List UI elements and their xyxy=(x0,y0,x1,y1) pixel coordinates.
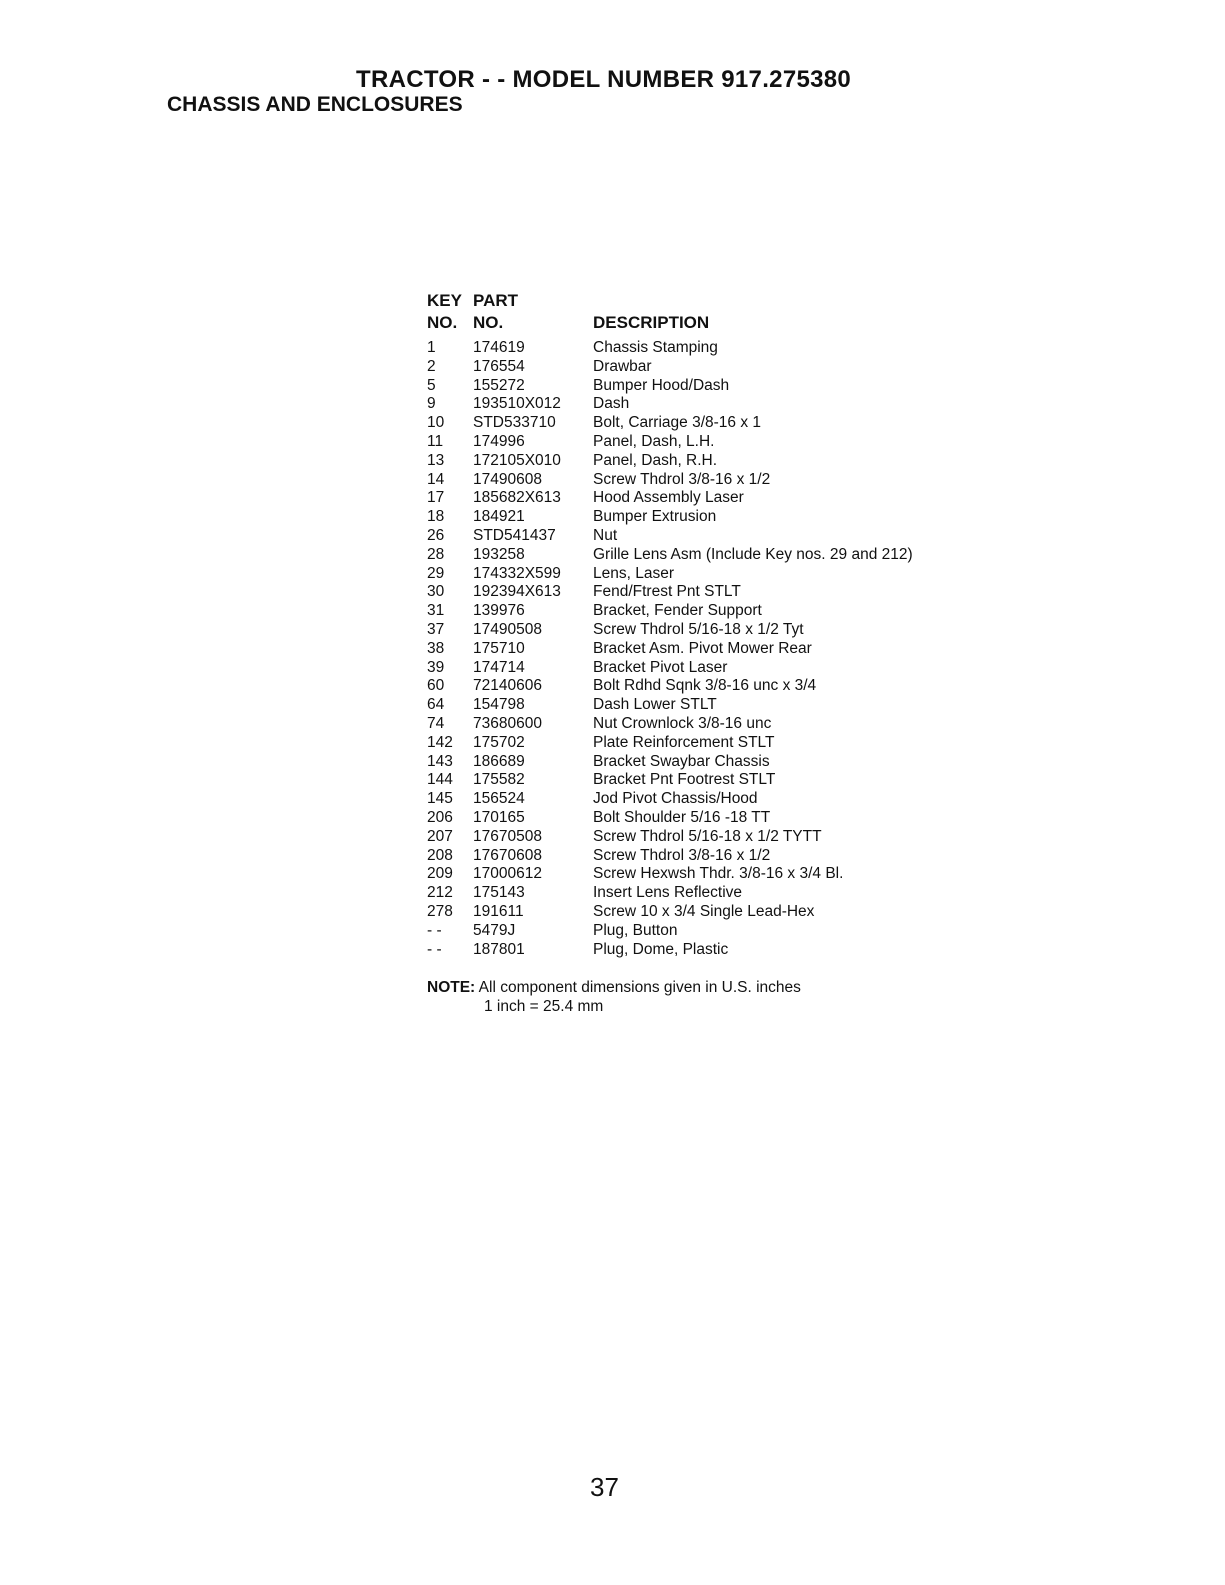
table-row xyxy=(427,922,987,941)
row-description: Panel, Dash, L.H. xyxy=(593,432,715,450)
row-part-number: 193258 xyxy=(473,545,525,563)
row-key: 1 xyxy=(427,339,436,356)
row-key: 18 xyxy=(427,508,445,526)
row-part-number: 175143 xyxy=(473,884,525,902)
row-description: Screw Thdrol 5/16-18 x 1/2 Tyt xyxy=(593,620,804,638)
row-description: Dash xyxy=(593,395,630,413)
table-row xyxy=(427,903,987,922)
row-key: 38 xyxy=(427,639,445,657)
row-key: 5 xyxy=(427,376,436,394)
row-key: 144 xyxy=(427,771,453,789)
row-key: 39 xyxy=(427,658,445,676)
row-key: 2 xyxy=(427,357,436,375)
parts-table-body xyxy=(427,339,987,959)
row-part-number: 139976 xyxy=(473,602,525,620)
header-key-line1: KEY xyxy=(427,291,462,310)
header-part-line2: NO. xyxy=(473,313,504,332)
table-row xyxy=(427,941,987,960)
table-row xyxy=(427,828,987,847)
table-row xyxy=(427,715,987,734)
row-part-number: 193510X012 xyxy=(473,395,561,413)
table-row xyxy=(427,471,987,490)
row-key: 74 xyxy=(427,714,445,732)
row-description: Bumper Hood/Dash xyxy=(593,376,730,394)
row-key: 64 xyxy=(427,696,445,714)
row-key: 143 xyxy=(427,752,453,770)
row-key: 31 xyxy=(427,602,445,620)
table-row xyxy=(427,753,987,772)
row-part-number: 175582 xyxy=(473,771,525,789)
row-part-number: 156524 xyxy=(473,790,525,808)
table-row xyxy=(427,508,987,527)
row-key: 26 xyxy=(427,526,445,544)
row-key: 10 xyxy=(427,414,445,432)
row-description: Bracket, Fender Support xyxy=(593,602,762,620)
row-description: Bumper Extrusion xyxy=(593,508,717,526)
table-row xyxy=(427,677,987,696)
table-row xyxy=(427,546,987,565)
row-description: Screw Thdrol 5/16-18 x 1/2 TYTT xyxy=(593,827,822,845)
table-row xyxy=(427,414,987,433)
row-description: Screw Thdrol 3/8-16 x 1/2 xyxy=(593,470,771,488)
table-row xyxy=(427,452,987,471)
row-description: Bolt Shoulder 5/16 -18 TT xyxy=(593,808,771,826)
table-row xyxy=(427,847,987,866)
section-subtitle: CHASSIS AND ENCLOSURES xyxy=(167,93,463,116)
row-description: Screw Hexwsh Thdr. 3/8-16 x 3/4 Bl. xyxy=(593,865,844,883)
row-part-number: 187801 xyxy=(473,940,525,958)
row-part-number: 17670608 xyxy=(473,846,542,864)
table-row xyxy=(427,583,987,602)
row-description: Insert Lens Reflective xyxy=(593,884,743,902)
row-description: Bracket Pnt Footrest STLT xyxy=(593,771,776,789)
note-label: NOTE: xyxy=(427,979,476,996)
row-part-number: 192394X613 xyxy=(473,583,561,601)
table-row xyxy=(427,865,987,884)
row-key: - - xyxy=(427,940,442,958)
row-description: Grille Lens Asm (Include Key nos. 29 and 212) xyxy=(593,545,913,563)
table-row xyxy=(427,809,987,828)
row-key: 14 xyxy=(427,470,445,488)
row-description: Bracket Asm. Pivot Mower Rear xyxy=(593,639,812,657)
row-description: Plug, Button xyxy=(593,921,678,939)
table-row xyxy=(427,771,987,790)
row-key: 209 xyxy=(427,865,453,883)
row-part-number: 17000612 xyxy=(473,865,542,883)
row-part-number: 17490508 xyxy=(473,620,542,638)
row-part-number: 17490608 xyxy=(473,470,542,488)
note-line2: 1 inch = 25.4 mm xyxy=(484,998,604,1015)
page-number: 37 xyxy=(590,1472,619,1502)
row-key: 28 xyxy=(427,545,445,563)
row-description: Nut xyxy=(593,526,618,544)
table-row xyxy=(427,527,987,546)
row-description: Plug, Dome, Plastic xyxy=(593,940,729,958)
row-part-number: 174332X599 xyxy=(473,564,561,582)
row-description: Drawbar xyxy=(593,357,652,375)
row-key: 13 xyxy=(427,451,445,469)
row-description: Fend/Ftrest Pnt STLT xyxy=(593,583,741,601)
row-key: 142 xyxy=(427,733,453,751)
table-row xyxy=(427,433,987,452)
row-part-number: 154798 xyxy=(473,696,525,714)
row-description: Screw Thdrol 3/8-16 x 1/2 xyxy=(593,846,771,864)
row-part-number: 73680600 xyxy=(473,714,542,732)
row-part-number: 186689 xyxy=(473,752,525,770)
row-description: Jod Pivot Chassis/Hood xyxy=(593,790,758,808)
row-part-number: 5479J xyxy=(473,921,516,939)
header-key-line2: NO. xyxy=(427,313,458,332)
row-part-number: STD541437 xyxy=(473,526,556,544)
row-key: - - xyxy=(427,921,442,939)
parts-table xyxy=(427,291,987,959)
row-description: Screw 10 x 3/4 Single Lead-Hex xyxy=(593,902,815,920)
row-part-number: 175710 xyxy=(473,639,525,657)
row-key: 207 xyxy=(427,827,453,845)
row-key: 9 xyxy=(427,395,436,413)
row-key: 208 xyxy=(427,846,453,864)
row-description: Lens, Laser xyxy=(593,564,674,582)
row-description: Nut Crownlock 3/8-16 unc xyxy=(593,714,772,732)
table-row xyxy=(427,489,987,508)
table-row xyxy=(427,621,987,640)
row-key: 145 xyxy=(427,790,453,808)
row-part-number: 174996 xyxy=(473,432,525,450)
table-row xyxy=(427,339,987,358)
row-description: Chassis Stamping xyxy=(593,339,718,356)
table-row xyxy=(427,696,987,715)
table-row xyxy=(427,565,987,584)
row-key: 37 xyxy=(427,620,445,638)
table-row xyxy=(427,884,987,903)
table-row xyxy=(427,358,987,377)
table-row xyxy=(427,640,987,659)
row-key: 17 xyxy=(427,489,445,507)
row-key: 206 xyxy=(427,808,453,826)
note xyxy=(427,979,801,997)
row-description: Dash Lower STLT xyxy=(593,696,717,714)
row-part-number: 155272 xyxy=(473,376,525,394)
row-part-number: 176554 xyxy=(473,357,525,375)
table-row xyxy=(427,790,987,809)
row-key: 11 xyxy=(427,432,444,450)
row-part-number: 175702 xyxy=(473,733,525,751)
row-part-number: 174714 xyxy=(473,658,525,676)
row-description: Hood Assembly Laser xyxy=(593,489,744,507)
table-row xyxy=(427,659,987,678)
row-description: Bracket Pivot Laser xyxy=(593,658,728,676)
row-key: 29 xyxy=(427,564,445,582)
row-description: Bolt Rdhd Sqnk 3/8-16 unc x 3/4 xyxy=(593,677,817,695)
row-key: 60 xyxy=(427,677,445,695)
table-row xyxy=(427,734,987,753)
table-row xyxy=(427,377,987,396)
row-description: Bolt, Carriage 3/8-16 x 1 xyxy=(593,414,762,432)
row-part-number: 170165 xyxy=(473,808,525,826)
row-key: 212 xyxy=(427,884,453,902)
header-description: DESCRIPTION xyxy=(593,313,710,332)
row-key: 30 xyxy=(427,583,445,601)
row-key: 278 xyxy=(427,902,453,920)
row-part-number: 191611 xyxy=(473,902,524,920)
header-part-line1: PART xyxy=(473,291,519,310)
row-part-number: 72140606 xyxy=(473,677,542,695)
row-part-number: 174619 xyxy=(473,339,525,356)
row-part-number: 185682X613 xyxy=(473,489,561,507)
row-description: Panel, Dash, R.H. xyxy=(593,451,718,469)
row-part-number: 184921 xyxy=(473,508,525,526)
row-part-number: 172105X010 xyxy=(473,451,561,469)
table-row xyxy=(427,602,987,621)
page-title: TRACTOR - - MODEL NUMBER 917.275380 xyxy=(356,66,852,93)
parts-table-header xyxy=(427,291,987,339)
row-description: Plate Reinforcement STLT xyxy=(593,733,775,751)
table-row xyxy=(427,395,987,414)
note-line1: All component dimensions given in U.S. inches xyxy=(478,979,801,996)
row-part-number: STD533710 xyxy=(473,414,556,432)
row-part-number: 17670508 xyxy=(473,827,542,845)
row-description: Bracket Swaybar Chassis xyxy=(593,752,770,770)
